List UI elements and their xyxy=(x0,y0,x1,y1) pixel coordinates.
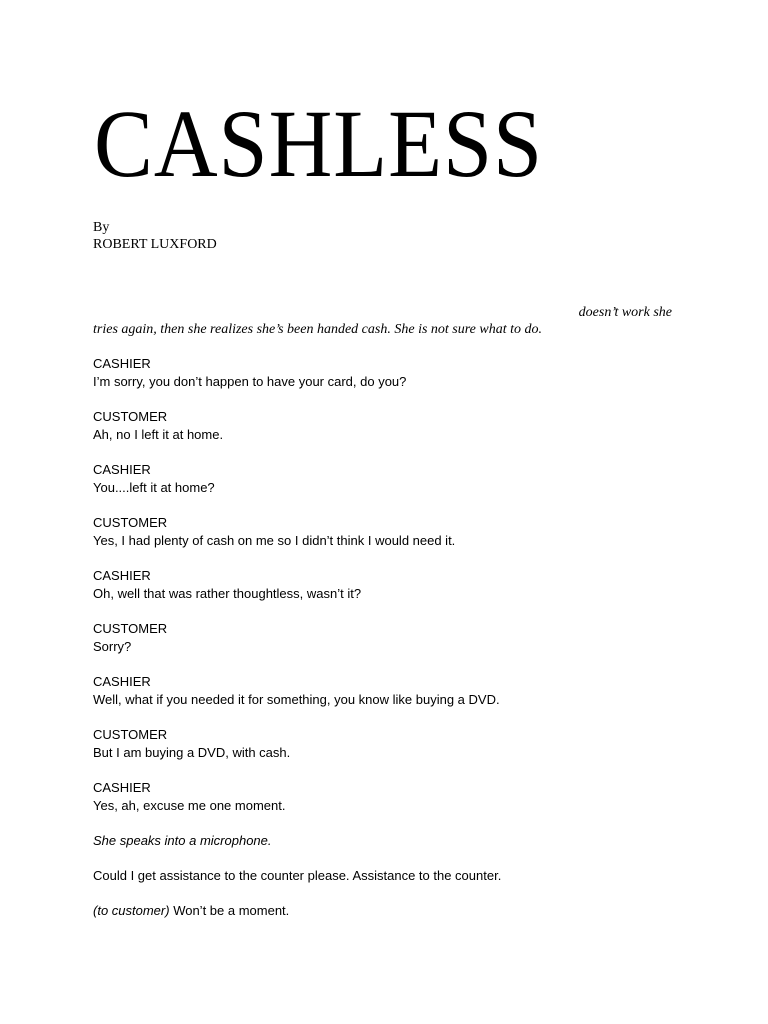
dialogue-line: Yes, ah, excuse me one moment. xyxy=(93,798,286,813)
dialogue-line: Ah, no I left it at home. xyxy=(93,427,224,442)
speaker-name: CUSTOMER xyxy=(93,727,168,742)
closing-dialogue: Won’t be a moment. xyxy=(169,903,290,918)
dialogue-block xyxy=(93,567,693,603)
dialogue-line: Well, what if you needed it for something, you know like buying a DVD. xyxy=(93,692,500,707)
dialogue-line: Sorry? xyxy=(93,639,132,654)
dialogue-block xyxy=(93,779,693,815)
play-title: CASHLESS xyxy=(94,90,544,197)
dialogue-block xyxy=(93,620,693,656)
speaker-name: CASHIER xyxy=(93,356,151,371)
byline-by: By xyxy=(93,220,110,235)
speaker-name: CASHIER xyxy=(93,674,151,689)
dialogue-block xyxy=(93,726,693,762)
closing-line xyxy=(93,902,693,920)
dialogue-block xyxy=(93,514,693,550)
byline xyxy=(93,219,217,253)
announcement-line: Could I get assistance to the counter please. Assistance to the counter. xyxy=(93,868,502,883)
dialogue-line: Oh, well that was rather thoughtless, wasn’t it? xyxy=(93,586,362,601)
stage-direction-part2: tries again, then she realizes she’s been handed cash. She is not sure what to do. xyxy=(93,322,542,337)
action-line: She speaks into a microphone. xyxy=(93,833,272,848)
speaker-name: CASHIER xyxy=(93,780,151,795)
dialogue-block xyxy=(93,673,693,709)
speaker-name: CUSTOMER xyxy=(93,409,168,424)
parenthetical: (to customer) xyxy=(93,903,170,918)
stage-direction-part1: doesn’t work she xyxy=(578,305,672,320)
speaker-name: CUSTOMER xyxy=(93,621,168,636)
author-name: ROBERT LUXFORD xyxy=(93,237,217,252)
dialogue-line: You....left it at home? xyxy=(93,480,215,495)
dialogue-block xyxy=(93,355,693,391)
speaker-name: CASHIER xyxy=(93,568,151,583)
speaker-name: CUSTOMER xyxy=(93,515,168,530)
dialogue-line: I’m sorry, you don’t happen to have your card, do you? xyxy=(93,374,407,389)
dialogue-block xyxy=(93,408,693,444)
dialogue-block xyxy=(93,461,693,497)
script-body xyxy=(93,355,693,937)
speaker-name: CASHIER xyxy=(93,462,151,477)
dialogue-line: But I am buying a DVD, with cash. xyxy=(93,745,291,760)
dialogue-line: Yes, I had plenty of cash on me so I didn’t think I would need it. xyxy=(93,533,456,548)
